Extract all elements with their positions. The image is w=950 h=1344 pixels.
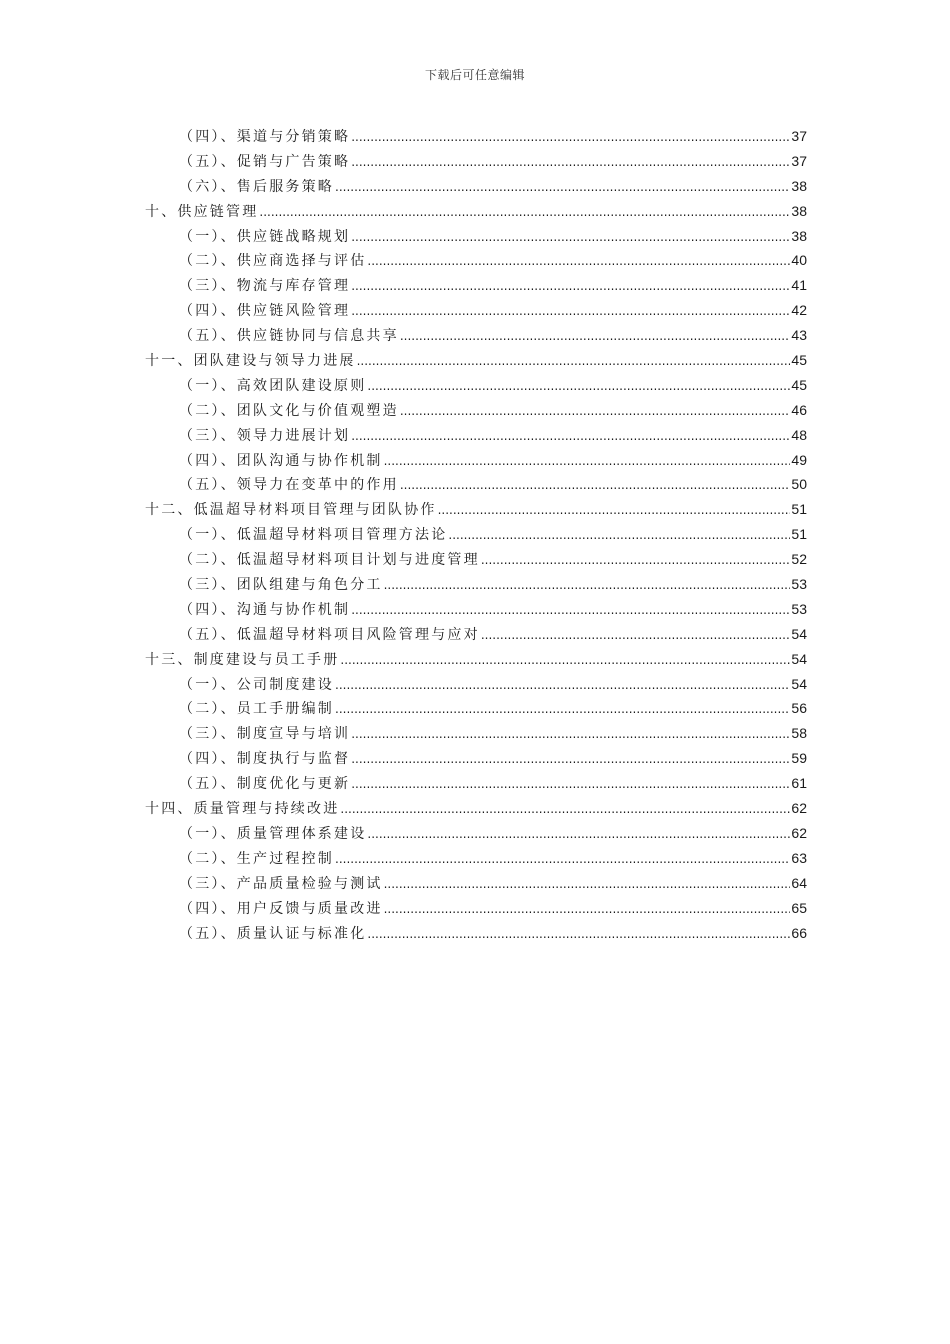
toc-page-number: 37 xyxy=(791,128,807,144)
toc-dot-leader xyxy=(351,747,790,772)
toc-dot-leader xyxy=(400,324,791,349)
toc-entry-title: （二）、低温超导材料项目计划与进度管理 xyxy=(179,552,480,569)
toc-page-number: 59 xyxy=(791,750,807,767)
toc-entry-title: （四）、团队沟通与协作机制 xyxy=(179,452,383,469)
toc-section-entry[interactable] xyxy=(145,871,807,896)
toc-page-number: 38 xyxy=(791,227,807,244)
toc-section-entry[interactable] xyxy=(145,572,807,597)
toc-page-number: 43 xyxy=(791,327,807,344)
toc-page-number: 53 xyxy=(791,600,807,617)
toc-chapter-entry[interactable] xyxy=(145,497,807,522)
toc-section-entry[interactable] xyxy=(145,472,807,497)
toc-entry-title: （五）、低温超导材料项目风险管理与应对 xyxy=(179,626,480,643)
toc-entry-title: （三）、制度宣导与培训 xyxy=(179,726,351,743)
toc-entry-title: （三）、物流与库存管理 xyxy=(179,278,351,295)
toc-page-number: 45 xyxy=(791,376,807,393)
toc-section-entry[interactable] xyxy=(145,846,807,871)
toc-section-entry[interactable] xyxy=(145,622,807,647)
toc-section-entry[interactable] xyxy=(145,896,807,921)
toc-chapter-entry[interactable] xyxy=(145,348,807,373)
toc-section-entry[interactable] xyxy=(145,323,807,348)
toc-dot-leader xyxy=(384,872,791,897)
toc-entry-title: （三）、领导力进展计划 xyxy=(179,427,351,444)
toc-page-number: 64 xyxy=(791,874,807,891)
toc-dot-leader xyxy=(335,175,790,200)
toc-dot-leader xyxy=(384,897,791,922)
toc-dot-leader xyxy=(340,648,790,673)
toc-page-number: 41 xyxy=(791,277,807,294)
toc-section-entry[interactable] xyxy=(145,149,807,174)
toc-page-number: 49 xyxy=(791,451,807,468)
toc-dot-leader xyxy=(367,374,790,399)
toc-section-entry[interactable] xyxy=(145,921,807,946)
table-of-contents xyxy=(145,124,807,945)
toc-dot-leader xyxy=(351,722,790,747)
toc-page-number: 54 xyxy=(791,675,807,692)
toc-entry-title: （五）、质量认证与标准化 xyxy=(179,925,367,942)
toc-chapter-entry[interactable] xyxy=(145,199,807,224)
toc-dot-leader xyxy=(351,125,790,150)
toc-section-entry[interactable] xyxy=(145,672,807,697)
toc-dot-leader xyxy=(448,523,790,548)
toc-page-number: 62 xyxy=(791,824,807,841)
toc-chapter-entry[interactable] xyxy=(145,796,807,821)
toc-page-number: 58 xyxy=(791,725,807,742)
toc-dot-leader xyxy=(351,150,790,175)
toc-dot-leader xyxy=(481,623,791,648)
toc-entry-title: （四）、用户反馈与质量改进 xyxy=(179,900,383,917)
toc-entry-title: （五）、促销与广告策略 xyxy=(179,153,351,170)
toc-page-number: 52 xyxy=(791,551,807,568)
toc-entry-title: （二）、团队文化与价值观塑造 xyxy=(179,402,399,419)
toc-dot-leader xyxy=(367,249,790,274)
toc-page-number: 45 xyxy=(791,352,807,369)
toc-dot-leader xyxy=(351,274,790,299)
toc-entry-title: （五）、供应链协同与信息共享 xyxy=(179,328,399,345)
toc-dot-leader xyxy=(384,573,791,598)
toc-page-number: 40 xyxy=(791,252,807,269)
toc-entry-title: （四）、供应链风险管理 xyxy=(179,303,351,320)
toc-page-number: 63 xyxy=(791,849,807,866)
toc-dot-leader xyxy=(351,424,790,449)
toc-page-number: 61 xyxy=(791,775,807,792)
toc-page-number: 62 xyxy=(791,800,807,817)
toc-dot-leader xyxy=(351,772,790,797)
toc-dot-leader xyxy=(259,200,790,225)
toc-dot-leader xyxy=(367,822,790,847)
toc-dot-leader xyxy=(384,449,791,474)
toc-section-entry[interactable] xyxy=(145,373,807,398)
toc-page-number: 51 xyxy=(791,501,807,518)
toc-section-entry[interactable] xyxy=(145,771,807,796)
toc-section-entry[interactable] xyxy=(145,124,807,149)
toc-section-entry[interactable] xyxy=(145,547,807,572)
toc-page-number: 37 xyxy=(791,152,807,169)
toc-section-entry[interactable] xyxy=(145,298,807,323)
toc-entry-title: （三）、产品质量检验与测试 xyxy=(179,875,383,892)
toc-dot-leader xyxy=(351,225,790,250)
toc-entry-title: （六）、售后服务策略 xyxy=(179,178,334,195)
toc-page-number: 56 xyxy=(791,700,807,717)
toc-dot-leader xyxy=(367,922,790,947)
toc-section-entry[interactable] xyxy=(145,448,807,473)
toc-entry-title: （五）、制度优化与更新 xyxy=(179,776,351,793)
toc-entry-title: （四）、渠道与分销策略 xyxy=(179,129,351,145)
toc-page-number: 50 xyxy=(791,476,807,493)
toc-page-number: 38 xyxy=(791,202,807,219)
toc-entry-title: 十一、团队建设与领导力进展 xyxy=(145,353,356,370)
toc-entry-title: （四）、沟通与协作机制 xyxy=(179,601,351,618)
toc-entry-title: 十四、质量管理与持续改进 xyxy=(145,801,340,818)
toc-entry-title: （一）、公司制度建设 xyxy=(179,676,334,693)
toc-section-entry[interactable] xyxy=(145,273,807,298)
toc-entry-title: （五）、领导力在变革中的作用 xyxy=(179,477,399,494)
toc-section-entry[interactable] xyxy=(145,174,807,199)
toc-page-number: 42 xyxy=(791,302,807,319)
toc-dot-leader xyxy=(335,673,790,698)
page-header: 下载后可任意编辑 xyxy=(424,68,525,82)
toc-section-entry[interactable] xyxy=(145,746,807,771)
toc-page-number: 48 xyxy=(791,426,807,443)
toc-page-number: 54 xyxy=(791,625,807,642)
toc-page-number: 53 xyxy=(791,576,807,593)
toc-dot-leader xyxy=(438,498,791,523)
toc-section-entry[interactable] xyxy=(145,821,807,846)
toc-dot-leader xyxy=(400,399,791,424)
toc-entry-title: 十三、制度建设与员工手册 xyxy=(145,651,340,668)
toc-page-number: 54 xyxy=(791,650,807,667)
toc-page-number: 66 xyxy=(791,924,807,941)
toc-dot-leader xyxy=(340,797,790,822)
toc-entry-title: （一）、质量管理体系建设 xyxy=(179,825,367,842)
toc-section-entry[interactable] xyxy=(145,721,807,746)
toc-dot-leader xyxy=(400,473,791,498)
toc-section-entry[interactable] xyxy=(145,224,807,249)
toc-section-entry[interactable] xyxy=(145,423,807,448)
toc-section-entry[interactable] xyxy=(145,248,807,273)
toc-section-entry[interactable] xyxy=(145,696,807,721)
toc-entry-title: 十、供应链管理 xyxy=(145,203,259,220)
toc-entry-title: （一）、高效团队建设原则 xyxy=(179,377,367,394)
toc-chapter-entry[interactable] xyxy=(145,647,807,672)
toc-entry-title: （一）、供应链战略规划 xyxy=(179,228,351,245)
toc-dot-leader xyxy=(481,548,791,573)
toc-page-number: 38 xyxy=(791,177,807,194)
toc-dot-leader xyxy=(351,299,790,324)
toc-dot-leader xyxy=(357,349,791,374)
toc-dot-leader xyxy=(335,847,790,872)
toc-entry-title: （三）、团队组建与角色分工 xyxy=(179,577,383,594)
toc-entry-title: （二）、生产过程控制 xyxy=(179,850,334,867)
toc-section-entry[interactable] xyxy=(145,398,807,423)
toc-section-entry[interactable] xyxy=(145,522,807,547)
toc-section-entry[interactable] xyxy=(145,597,807,622)
toc-entry-title: （四）、制度执行与监督 xyxy=(179,751,351,768)
toc-entry-title: （二）、员工手册编制 xyxy=(179,701,334,718)
toc-page-number: 65 xyxy=(791,899,807,916)
toc-entry-title: 十二、低温超导材料项目管理与团队协作 xyxy=(145,502,437,519)
toc-dot-leader xyxy=(335,697,790,722)
toc-entry-title: （一）、低温超导材料项目管理方法论 xyxy=(179,527,448,544)
toc-entry-title: （二）、供应商选择与评估 xyxy=(179,253,367,270)
toc-page-number: 46 xyxy=(791,401,807,418)
toc-page-number: 51 xyxy=(791,526,807,543)
toc-dot-leader xyxy=(351,598,790,623)
